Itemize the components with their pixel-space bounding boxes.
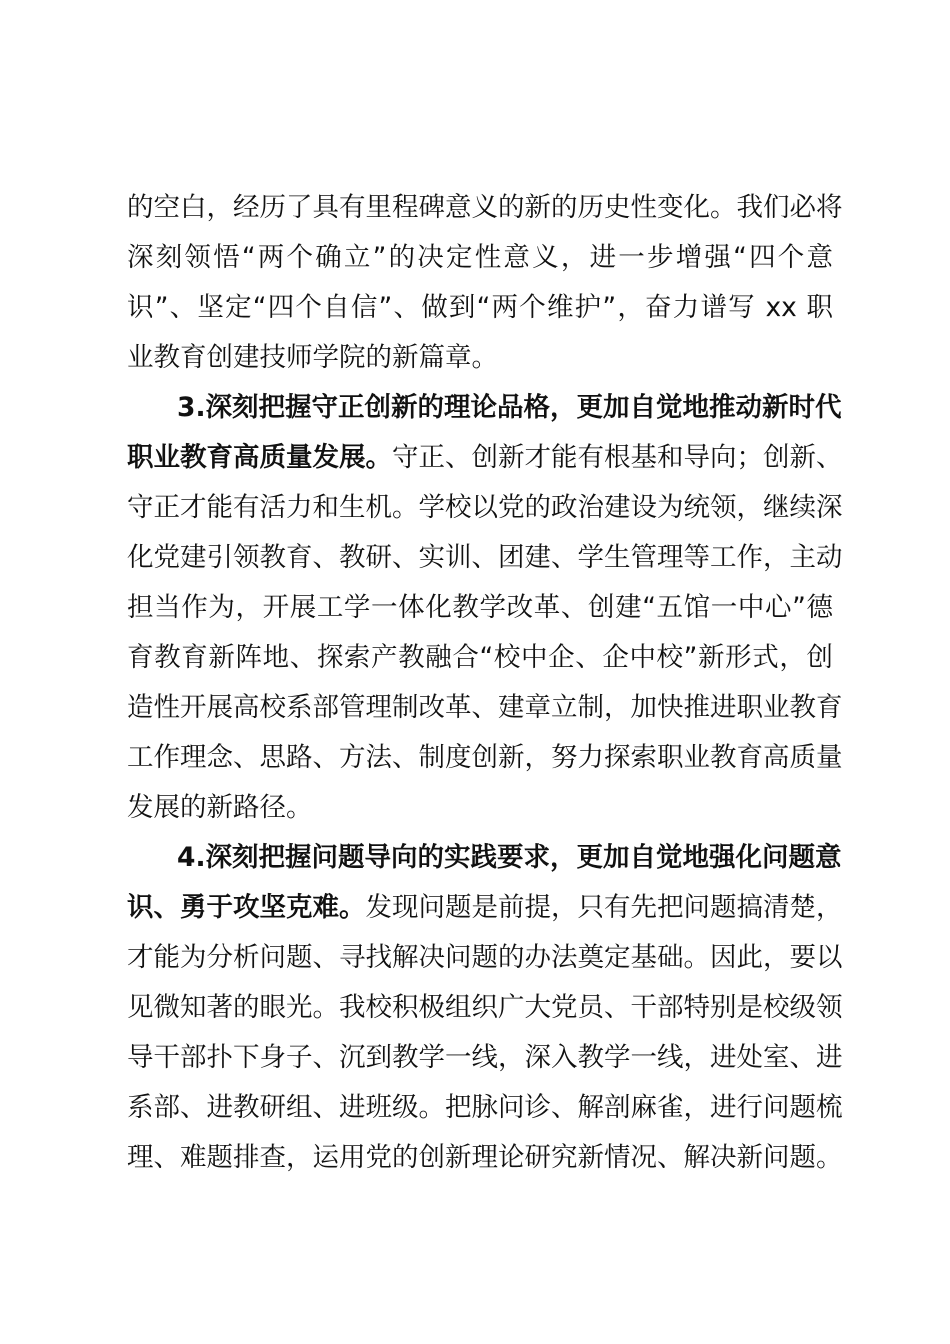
document-body xyxy=(127,183,843,1183)
paragraph-line: 发展的新路径。 xyxy=(127,792,313,823)
paragraph-line: 导干部扑下身子、沉到教学一线，深入教学一线，进处室、进 xyxy=(127,1042,843,1073)
paragraph-text: 守正、创新才能有根基和导向；创新、 xyxy=(392,442,843,473)
section-heading: 3.深刻把握守正创新的理论品格，更加自觉地推动新时代 xyxy=(177,392,842,423)
paragraph-line: 育教育新阵地、探索产教融合“校中企、企中校”新形式，创 xyxy=(127,642,833,673)
paragraph-line xyxy=(127,433,843,483)
paragraph-line: 识”、坚定“四个自信”、做到“两个维护”，奋力谱写 xx 职 xyxy=(127,292,833,323)
section-heading-tail: 识、勇于攻坚克难。 xyxy=(127,892,366,923)
paragraph-line: 理、难题排查，运用党的创新理论研究新情况、解决新问题。 xyxy=(127,1142,843,1173)
paragraph-line: 造性开展高校系部管理制改革、建章立制，加快推进职业教育 xyxy=(127,692,843,723)
paragraph-line: 守正才能有活力和生机。学校以党的政治建设为统领，继续深 xyxy=(127,492,843,523)
paragraph-line: 的空白，经历了具有里程碑意义的新的历史性变化。我们必将 xyxy=(127,192,843,223)
paragraph-line: 系部、进教研组、进班级。把脉问诊、解剖麻雀，进行问题梳 xyxy=(127,1092,843,1123)
paragraph-line: 深刻领悟“两个确立”的决定性意义，进一步增强“四个意 xyxy=(127,242,833,273)
paragraph-line: 业教育创建技师学院的新篇章。 xyxy=(127,342,498,373)
paragraph-line: 才能为分析问题、寻找解决问题的办法奠定基础。因此，要以 xyxy=(127,942,843,973)
paragraph-line: 担当作为，开展工学一体化教学改革、创建“五馆一中心”德 xyxy=(127,592,833,623)
paragraph-line: 工作理念、思路、方法、制度创新，努力探索职业教育高质量 xyxy=(127,742,843,773)
section-heading-tail: 职业教育高质量发展。 xyxy=(127,442,392,473)
section-heading: 4.深刻把握问题导向的实践要求，更加自觉地强化问题意 xyxy=(177,842,842,873)
paragraph-text: 发现问题是前提，只有先把问题搞清楚， xyxy=(365,892,843,923)
paragraph-line: 化党建引领教育、教研、实训、团建、学生管理等工作，主动 xyxy=(127,542,843,573)
paragraph-line: 见微知著的眼光。我校积极组织广大党员、干部特别是校级领 xyxy=(127,992,843,1023)
paragraph-line xyxy=(127,883,843,933)
